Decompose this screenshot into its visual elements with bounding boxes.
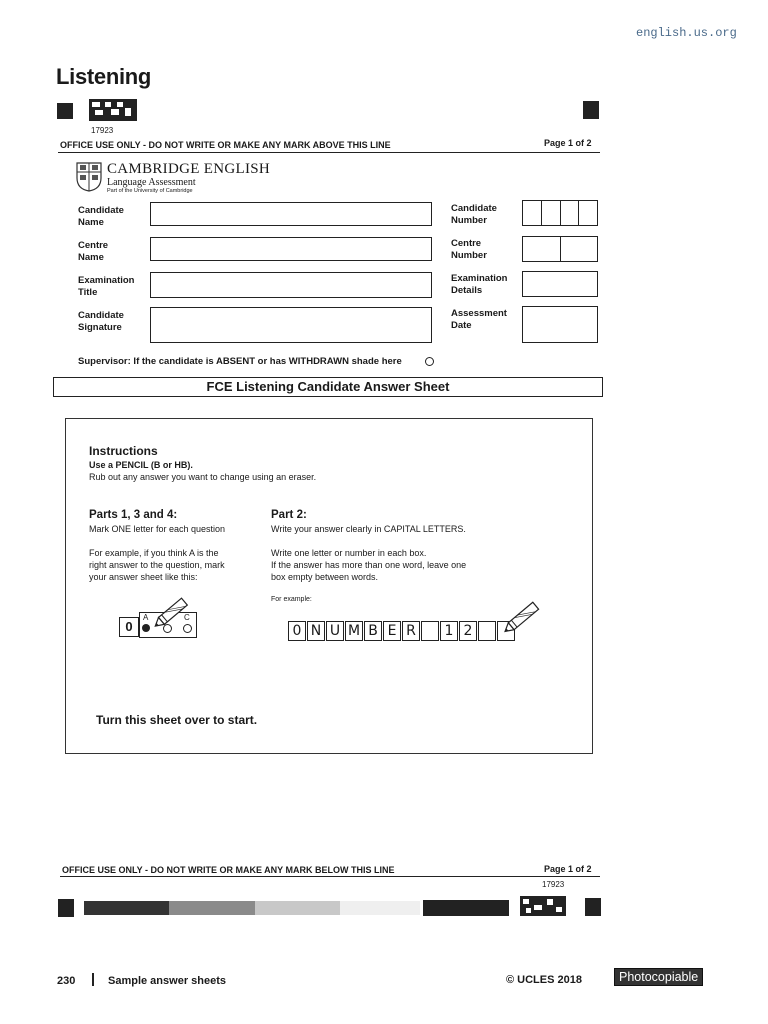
page-number: 230: [57, 975, 76, 987]
office-use-bottom: OFFICE USE ONLY - DO NOT WRITE OR MAKE ANY MARK BELOW THIS LINE: [62, 865, 395, 875]
assessment-date-label: Assessment Date: [451, 308, 507, 331]
letter-box: U: [326, 621, 344, 641]
instructions-line1: Use a PENCIL (B or HB).: [89, 460, 193, 470]
divider-top: [58, 152, 600, 153]
page-indicator-top: Page 1 of 2: [544, 138, 592, 148]
letter-box: 1: [440, 621, 458, 641]
barcode-glyph-top: [89, 99, 139, 123]
timing-mark-right: [583, 101, 599, 119]
letter-box: E: [383, 621, 401, 641]
part-2-instruction: Write your answer clearly in CAPITAL LETTERS.: [271, 524, 466, 534]
mc-option-a: A: [143, 613, 149, 622]
parts-134-example-line2: right answer to the question, mark: [89, 560, 225, 570]
for-example-label: For example:: [271, 596, 312, 603]
supervisor-instruction: Supervisor: If the candidate is ABSENT or has WITHDRAWN shade here: [78, 356, 402, 367]
form-code: 17923: [91, 126, 114, 135]
page-indicator-bottom: Page 1 of 2: [544, 864, 592, 874]
divider-bottom: [60, 876, 600, 877]
footer-section: Sample answer sheets: [108, 975, 227, 987]
sheet-title: FCE Listening Candidate Answer Sheet: [206, 379, 450, 394]
timing-strip-mid: [169, 901, 255, 915]
photocopiable-badge: Photocopiable: [614, 968, 703, 986]
parts-134-example-line1: For example, if you think A is the: [89, 548, 219, 558]
parts-134-instruction: Mark ONE letter for each question: [89, 524, 226, 534]
part-2-rule2: If the answer has more than one word, leave one: [271, 560, 467, 570]
part-2-heading: Part 2:: [271, 509, 307, 521]
letter-box: 2: [459, 621, 477, 641]
absent-shade-bubble[interactable]: [425, 357, 434, 366]
pencil-icon: [152, 594, 196, 628]
centre-name-label: Centre Name: [78, 240, 109, 263]
site-url: english.us.org: [636, 26, 737, 40]
candidate-signature-field[interactable]: [150, 307, 432, 343]
timing-strip-black: [423, 900, 509, 916]
timing-mark-left: [57, 103, 73, 119]
page-title: Listening: [56, 64, 152, 89]
footer-divider: [92, 973, 94, 986]
parts-134-heading: Parts 1, 3 and 4:: [89, 509, 178, 521]
examination-details-field[interactable]: [522, 271, 598, 297]
timing-strip-faint: [340, 901, 420, 915]
part-2-rule1: Write one letter or number in each box.: [271, 548, 427, 558]
timing-strip-light: [255, 901, 340, 915]
form-code-bottom: 17923: [542, 880, 565, 889]
barcode-glyph-bottom: [520, 896, 568, 918]
instructions-heading: Instructions: [89, 444, 158, 458]
copyright: © UCLES 2018: [506, 974, 582, 986]
mc-example-number: 0: [119, 617, 139, 637]
mc-bubble-a-filled: [142, 624, 150, 632]
candidate-number-label: Candidate Number: [451, 203, 497, 226]
parts-134-example-line3: your answer sheet like this:: [89, 572, 198, 582]
turn-over-instruction: Turn this sheet over to start.: [96, 713, 258, 727]
timing-mark-bottom-left: [58, 899, 74, 917]
examination-title-label: Examination Title: [78, 275, 135, 298]
candidate-name-label: Candidate Name: [78, 205, 124, 228]
letter-box: [478, 621, 496, 641]
mc-option-c: C: [184, 613, 190, 622]
letter-box: B: [364, 621, 382, 641]
centre-name-field[interactable]: [150, 237, 432, 261]
letter-example-boxes: [288, 621, 516, 641]
letter-box: M: [345, 621, 363, 641]
candidate-signature-label: Candidate Signature: [78, 310, 124, 333]
assessment-date-field[interactable]: [522, 306, 598, 343]
part-2-rule3: box empty between words.: [271, 572, 379, 582]
centre-number-boxes[interactable]: [522, 236, 598, 262]
cambridge-shield-icon: [76, 162, 102, 192]
candidate-number-boxes[interactable]: [522, 200, 598, 226]
examination-details-label: Examination Details: [451, 273, 508, 296]
pencil-icon: [500, 598, 546, 636]
candidate-name-field[interactable]: [150, 202, 432, 226]
letter-box: 0: [288, 621, 306, 641]
centre-number-label: Centre Number: [451, 238, 487, 261]
brand-subtitle: Language Assessment: [107, 177, 196, 188]
instructions-line2: Rub out any answer you want to change using an eraser.: [89, 472, 317, 482]
letter-box: R: [402, 621, 420, 641]
timing-strip-dark: [84, 901, 169, 915]
office-use-top: OFFICE USE ONLY - DO NOT WRITE OR MAKE ANY MARK ABOVE THIS LINE: [60, 140, 391, 150]
brand-name: CAMBRIDGE ENGLISH: [107, 161, 271, 177]
sheet-title-bar: [53, 377, 603, 397]
letter-box: N: [307, 621, 325, 641]
letter-box: [421, 621, 439, 641]
timing-mark-bottom-right: [585, 898, 601, 916]
brand-part-of: Part of the University of Cambridge: [107, 188, 193, 194]
examination-title-field[interactable]: [150, 272, 432, 298]
